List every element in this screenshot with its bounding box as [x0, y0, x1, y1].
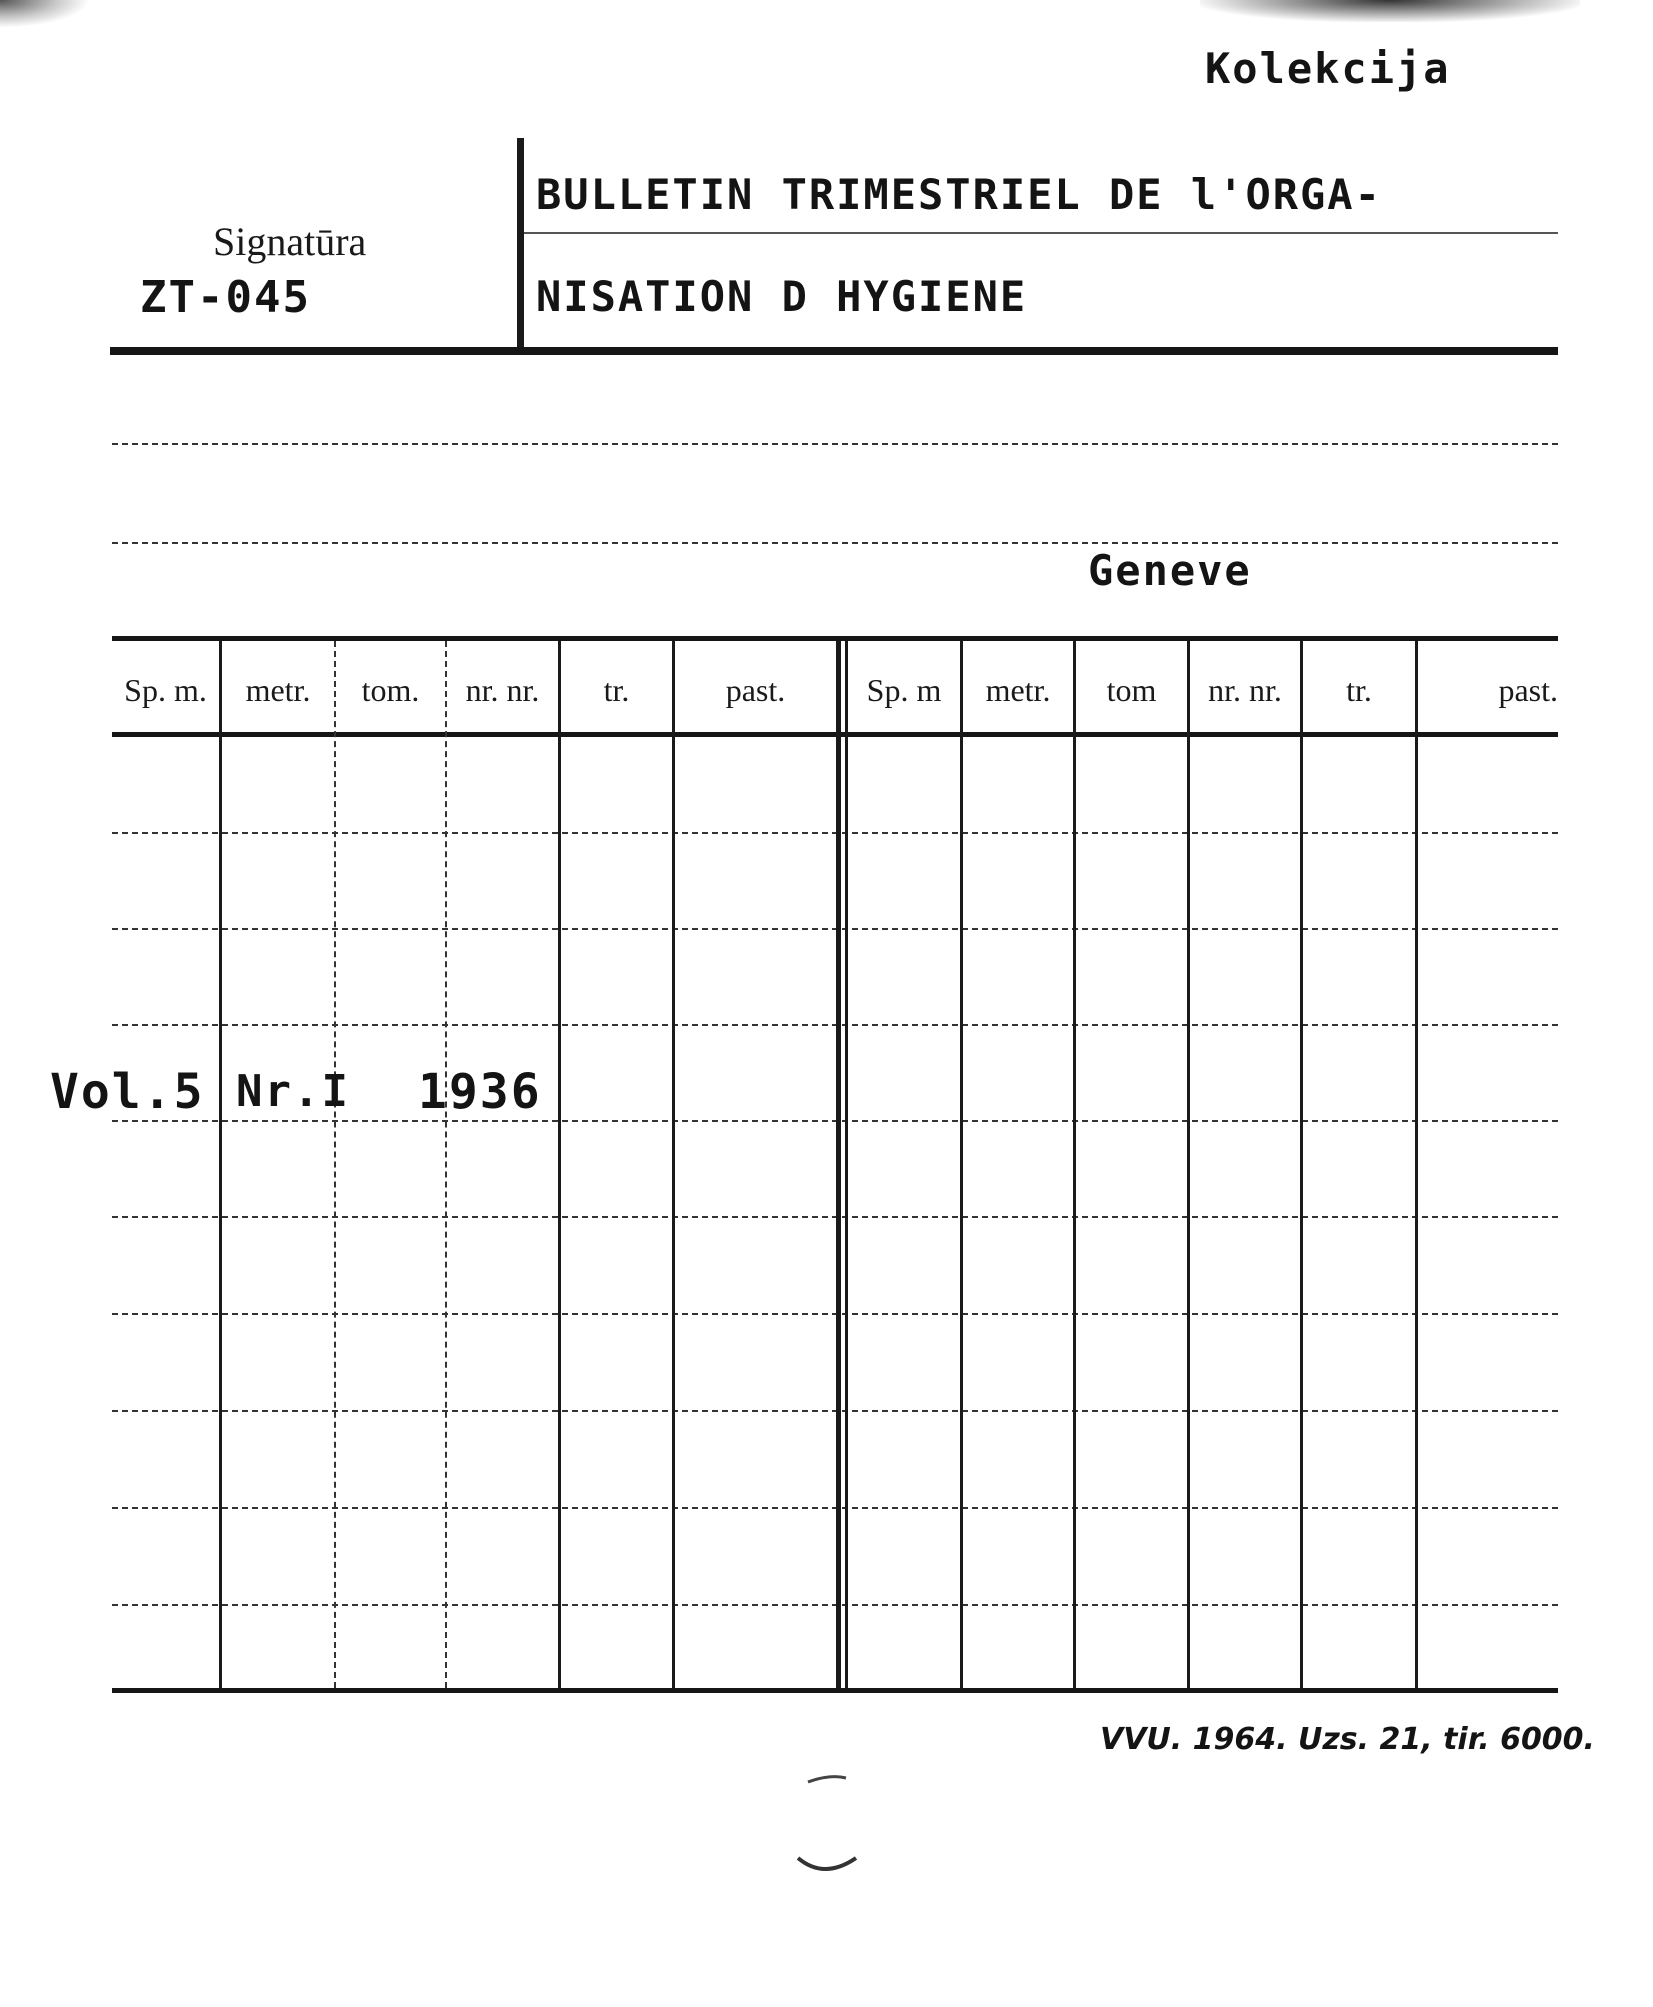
header-nr-nr: nr. nr. — [465, 672, 540, 708]
column-line — [334, 641, 336, 1688]
header-tom-right: tom — [1106, 672, 1157, 708]
column-line — [1415, 641, 1418, 1688]
table-row-line — [112, 1507, 1558, 1509]
header-sp-m: Sp. m. — [124, 672, 207, 708]
entry-volume: Vol.5 — [50, 1064, 205, 1120]
scan-smudge-top-left — [0, 0, 90, 28]
table-row-line — [112, 1024, 1558, 1026]
column-line — [1300, 641, 1303, 1688]
header-metr-right: metr. — [985, 672, 1051, 708]
table-center-divider — [836, 641, 841, 1688]
punch-hole-mark — [780, 1760, 890, 1890]
header-tr-right: tr. — [1346, 672, 1372, 708]
entry-year: 1936 — [418, 1064, 542, 1120]
table-center-divider — [845, 641, 848, 1688]
table-row-line — [112, 1216, 1558, 1218]
table-row-line — [112, 1120, 1558, 1122]
table-row-line — [112, 928, 1558, 930]
header-past: past. — [725, 672, 786, 708]
collection-label: Kolekcija — [1205, 44, 1451, 93]
print-note: VVU. 1964. Uzs. 21, tir. 6000. — [1100, 1722, 1595, 1757]
header-tom: tom. — [361, 672, 420, 708]
header-rule — [110, 347, 1558, 355]
entry-number: Nr.I — [236, 1066, 350, 1117]
column-line — [445, 641, 447, 1688]
blank-line-2 — [112, 542, 1558, 544]
title-underline — [524, 232, 1558, 234]
table-row-line — [112, 1313, 1558, 1315]
header-divider — [517, 138, 524, 348]
blank-line-1 — [112, 443, 1558, 445]
header-past-right: past. — [1498, 672, 1558, 708]
title-line-2: NISATION D HYGIENE — [536, 272, 1028, 321]
column-line — [219, 641, 222, 1688]
table-row-line — [112, 1410, 1558, 1412]
column-line — [1073, 641, 1076, 1688]
title-line-1: BULLETIN TRIMESTRIEL DE l'ORGA- — [536, 170, 1382, 219]
scan-smudge-top-right — [1200, 0, 1580, 22]
place-label: Geneve — [1088, 546, 1252, 595]
header-metr: metr. — [245, 672, 311, 708]
header-nr-nr-right: nr. nr. — [1208, 672, 1282, 708]
signature-code: ZT-045 — [140, 272, 311, 323]
header-sp-m-right: Sp. m — [866, 672, 942, 708]
table-top-rule — [112, 636, 1558, 641]
column-line — [558, 641, 561, 1688]
column-line — [960, 641, 963, 1688]
signature-label: Signatūra — [213, 219, 367, 264]
table-row-line — [112, 1604, 1558, 1606]
header-tr: tr. — [603, 672, 630, 708]
table-header-rule — [112, 732, 1558, 737]
column-line — [672, 641, 675, 1688]
column-line — [1187, 641, 1190, 1688]
table-row-line — [112, 832, 1558, 834]
table-bottom-rule — [112, 1688, 1558, 1693]
